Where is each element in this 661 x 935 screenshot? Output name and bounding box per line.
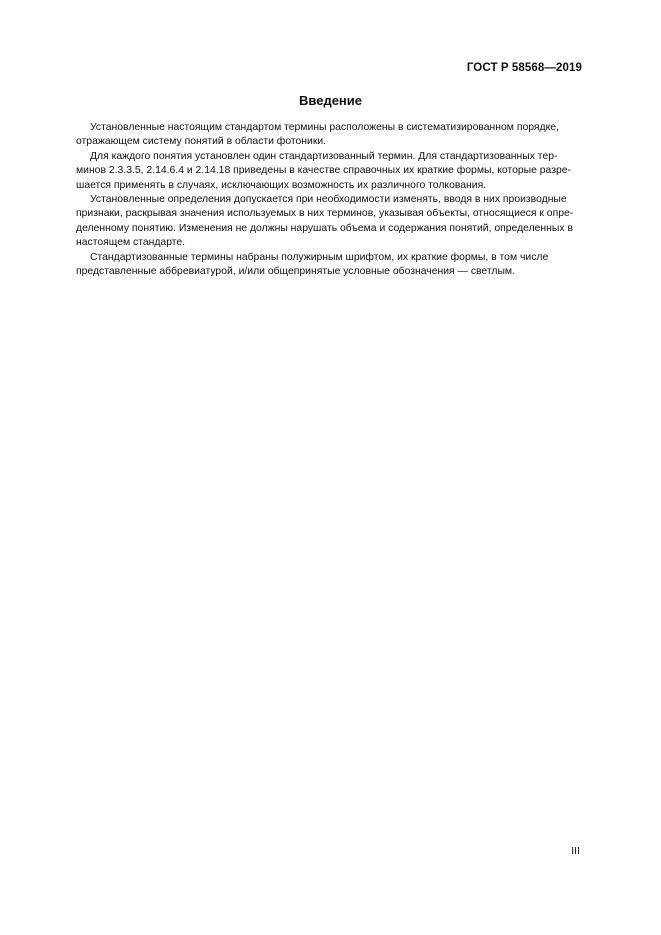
- paragraph-3: [76, 193, 582, 251]
- paragraph-4: [76, 251, 582, 280]
- paragraph-line: отражающем систему понятий в области фотоники.: [76, 136, 327, 148]
- paragraph-line: Для каждого понятия установлен один стандартизованный термин. Для стандартизованных тер-: [90, 150, 558, 162]
- paragraph-line: признаки, раскрывая значения используемых в них терминов, указывая объекты, относящиеся к опре-: [76, 208, 574, 220]
- paragraph-2: [76, 150, 582, 193]
- paragraph-line: Установленные настоящим стандартом термины расположены в систематизированном порядке,: [90, 122, 559, 133]
- paragraph-line: шается применять в случаях, исключающих возможность их различного толкования.: [76, 179, 487, 191]
- paragraph-line: настоящем стандарте.: [76, 237, 186, 249]
- paragraph-line: представленные аббревиатурой, и/или общепринятые условные обозначения — светлым.: [76, 266, 515, 278]
- paragraph-line: минов 2.3.3.5, 2.14.6.4 и 2.14.18 приведены в качестве справочных их краткие формы, которые разре-: [76, 165, 571, 177]
- introduction-body: [76, 121, 582, 279]
- document-code: ГОСТ Р 58568—2019: [466, 62, 582, 74]
- paragraph-1: [76, 121, 582, 150]
- paragraph-line: Стандартизованные термины набраны полужирным шрифтом, их краткие формы, в том числе: [90, 251, 549, 263]
- paragraph-line: деленному понятию. Изменения не должны нарушать объема и содержания понятий, определенных в: [76, 222, 573, 234]
- section-title: Введение: [299, 93, 362, 108]
- paragraph-line: Установленные определения допускается при необходимости изменять, вводя в них производные: [90, 194, 567, 206]
- page-number: III: [571, 845, 580, 857]
